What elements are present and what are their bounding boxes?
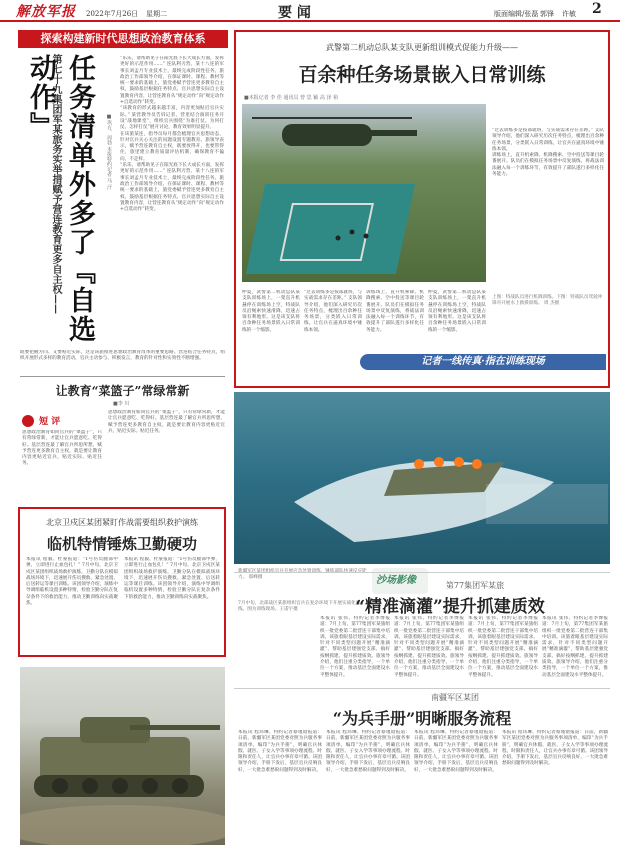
helicopter-photo [242, 104, 486, 282]
story2-headline: “精准滴灌”提升抓建质效 [355, 597, 545, 617]
story3-unit: 南疆军区某团 [431, 693, 479, 702]
boxed-story-headline: 临机特情锤炼卫勤硬功 [46, 535, 197, 553]
review-stamp-label: 短 评 [39, 417, 61, 427]
main-story-kicker: 武警第二机动总队某支队更新组训模式促能力升级—— [326, 43, 518, 52]
story2-body-col4: 本报讯 张伟、特约记者李博报道：7月上旬，第77集团军某旅组织一批党委第二批营连干部集中培训。该旅着眼基层建设实际需求，针对不同类型问题开展“精准滴灌”，帮助基层建强党支部、搞好按纲抓建、提升抓建质效。旅领导介绍，他们注重分类指导，一个单位一个方案，推动基层全面建设水平整体提升。 [542, 616, 608, 678]
masthead [0, 0, 620, 22]
star-icon [22, 415, 34, 427]
boat-illustration [234, 392, 610, 564]
section-title: 要 闻 [278, 5, 311, 21]
main-story-body-col3: 训练场上，直升机索降、机降搜索、空中投送等课目轮番展开。队员们在模拟任务场景中反复演练，将战法训法融入每一个训练环节，有效提升了部队遂行多样化任务能力。 [366, 290, 424, 333]
photo-label-title: 沙场影像 [376, 575, 416, 586]
reporter-tag: 记者一线传真·指在训练现场 [360, 354, 606, 370]
editor-label: 版面编辑/张磊 [494, 10, 539, 18]
review-title: 让教育“菜篮子”常绿常新 [55, 384, 190, 398]
main-story-caption: 上图：特战队员进行机降训练。下图：特战队员驾驶冲锋舟开展水上救援训练。 周 杰摄 [492, 295, 603, 306]
story2-body-col2: 本报讯 张伟、特约记者李博报道：7月上旬，第77集团军某旅组织一批党委第二批营连干部集中培训。该旅着眼基层建设实际需求，针对不同类型问题开展“精准滴灌”，帮助基层建强党支部、搞好按纲抓建、提升抓建质效。旅领导介绍，他们注重分类指导，一个单位一个方案，推动基层全面建设水平整体提升。 [394, 616, 464, 678]
story3-body-col3: 本报讯 程玮琳、特约记者蔡瑾锴报道：日前，新疆军区某团党委对照为兵服务事项清单，编印“为兵手册”，明确官兵休假、就医、子女入学等事项办理流程、时限和责任人，让官兵办事有章可循。该团领导介绍，手册下发后，基层官兵反响良好，一大批急难愁盼问题得到及时解决。 [414, 730, 498, 773]
boxed-story-body-col1: 本报讯 程毅、杜豪报道：“1号伤员腿部中弹，立即进行止血包扎！” 7月中旬，北京卫戍区某团组织战场救护演练，卫勤分队在模拟战场环境下，迅速展开伤员搜救、紧急处置、后送转运等课目训练。该团领导介绍，演练中导调组临机设置多种特情，检验卫勤分队在复杂条件下的救治能力，推动卫勤训练向实战聚焦。 [26, 557, 118, 607]
left-story-body [120, 56, 224, 346]
story2-unit: 第77集团军某旅 [445, 581, 505, 590]
left-story-author: ■巩方、周勃 本报特约记者 马 汗 [106, 114, 112, 190]
main-story-body-col4: 仲夏，武警第二机动总队某支队训练场上，一架直升机悬停在训练场上空，特战队员沿绳索快速滑降，迅速占领有利地形。这是该支队将百余种任务场景嵌入日常训练的一个缩影。 [428, 290, 486, 333]
review-body-col2: 思想政治教育如同官兵的“菜篮子”，只有常绿常新，才能让官兵愿意吃、吃得好。基层营连最了解官兵所思所想，赋予营连更多教育自主权，就是要让教育内容更贴近官兵、贴近实际、贴近任务。 [108, 410, 225, 434]
review-body-col1: 思想政治教育如同官兵的“菜篮子”，只有常绿常新，才能让官兵愿意吃、吃得好。基层营连最了解官兵所思所想，赋予营连更多教育自主权，就是要让教育内容更贴近官兵、贴近实际、贴近任务。 [22, 430, 102, 467]
tank-photo [20, 667, 225, 845]
main-story-body-col-right [492, 128, 604, 290]
paragraph: 训练场上，直升机索降、机降搜索、空中投送等课目轮番展开。队员们在模拟任务场景中反复演练，将战法训法融入每一个训练环节，有效提升了部队遂行多样化任务能力。 [492, 153, 604, 178]
weekday: 星期二 [146, 10, 167, 18]
divider [234, 688, 610, 689]
boxed-story-kicker: 北京卫戍区某团紧盯作战需要组织救护演练 [46, 518, 198, 527]
story3-body-col4: 本报讯 程玮琳、特约记者蔡瑾锴报道：日前，新疆军区某团党委对照为兵服务事项清单，编印“为兵手册”，明确官兵休假、就医、子女入学等事项办理流程、时限和责任人，让官兵办事有章可循。该团领导介绍，手册下发后，基层官兵反响良好，一大批急难愁盼问题得到及时解决。 [502, 730, 608, 767]
helipad-illustration [242, 104, 486, 282]
editor-name-2: 郭锋 [540, 10, 554, 18]
main-story-body-col2: “过去训练多是按部就班，与实战需求存在差距。” 支队领导介绍，他们深入研究历次任务特点，梳理出百余种任务场景，分类嵌入日常训练，让官兵在逼真环境中锤炼本领。 [304, 290, 362, 333]
boat-caption: 力。 邵峰摄 [238, 575, 263, 580]
story3-body-col2: 本报讯 程玮琳、特约记者蔡瑾锴报道：日前，新疆军区某团党委对照为兵服务事项清单，编印“为兵手册”，明确官兵休假、就医、子女入学等事项办理流程、时限和责任人，让官兵办事有章可循。该团领导介绍，手册下发后，基层官兵反响良好，一大批急难愁盼问题得到及时解决。 [326, 730, 410, 773]
story2-body-col3: 本报讯 张伟、特约记者李博报道：7月上旬，第77集团军某旅组织一批党委第二批营连干部集中培训。该旅着眼基层建设实际需求，针对不同类型问题开展“精准滴灌”，帮助基层建强党支部、搞好按纲抓建、提升抓建质效。旅领导介绍，他们注重分类指导，一个单位一个方案，推动基层全面建设水平整体提升。 [468, 616, 538, 678]
left-story-headline: 任务清单外多了『自选动作』 [25, 54, 95, 344]
editor-name-3: 许敏 [562, 10, 576, 18]
left-story-deck: 第七十九集团军某旅务实举措赋予营连教育更多自主权—— [50, 54, 61, 314]
boxed-story [18, 507, 226, 657]
story3-body-col1: 本报讯 程玮琳、特约记者蔡瑾锴报道：日前，新疆军区某团党委对照为兵服务事项清单，编印“为兵手册”，明确官兵休假、就医、子女入学等事项办理流程、时限和责任人，让官兵办事有章可循。该团领导介绍，手册下发后，基层官兵反响良好，一大批急难愁盼问题得到及时解决。 [238, 730, 322, 773]
main-story-byline: ■本报记者 李 佳 通讯员 曾 思 颖 高 泽 裕 [244, 95, 339, 101]
newspaper-logo: 解放军报 [16, 4, 76, 20]
main-story-headline: 百余种任务场景嵌入日常训练 [298, 64, 546, 86]
boat-photo [234, 392, 610, 564]
divider [234, 572, 610, 573]
main-story [234, 30, 610, 388]
paragraph: “过去训练多是按部就班，与实战需求存在差距。” 支队领导介绍，他们深入研究历次任务特点，梳理出百余种任务场景，分类嵌入日常训练，让官兵在逼真环境中锤炼本领。 [492, 128, 604, 152]
column-banner: 探索构建新时代思想政治教育体系 [18, 30, 228, 48]
story3-headline: “为兵手册”明晰服务流程 [332, 709, 512, 728]
issue-date: 2022年7月26日 [86, 10, 139, 18]
paragraph: “乐乐，请帮助见子在阳光底下长大成长方面，发挥更好的示范作用……” 连队利刃营、某十八连的军事长刘孟月专业技术士，最终完成阶段性任务。旅政治工作部领导介绍，在保证课时、课程、教材等统一要求的基础上，旅党委赋予营连更多教育自主权，鼓励基层根据任务特点、官兵思想实际自主设置教育内容，让营连教育从“规定动作”向“规定动作+自选动作”转变。 [120, 163, 224, 213]
page-number: 2 [592, 1, 602, 17]
review-stamp [22, 410, 84, 427]
photo-label-caption: 7月中旬，北部战区某旅组织官兵在复杂环境下开展实战化训练。图为训练现场。王诺宇摄 [238, 601, 361, 612]
review-author: ■李 川 [113, 401, 130, 407]
main-story-body-col1: 仲夏，武警第二机动总队某支队训练场上，一架直升机悬停在训练场上空，特战队员沿绳索快速滑降，迅速占领有利地形。这是该支队将百余种任务场景嵌入日常训练的一个缩影。 [242, 290, 300, 333]
paragraph: 在该旅某连，指导员每月都会梳理官兵思想动态，针对官兵关心关注的问题设置专题教育。旅领导表示，赋予营连教育自主权，既要放得开，也要管得住，旅里建立教育质量评估机制，确保教育不偏向、不走样。 [120, 131, 224, 162]
paragraph: “乐乐，请帮助见子在阳光底下长大成长方面，发挥更好的示范作用……” 连队利刃营、某十八连的军事长刘孟月专业技术士，最终完成阶段性任务。旅政治工作部领导介绍，在保证课时、课程、教材等统一要求的基础上，旅党委赋予营连更多教育自主权，鼓励基层根据任务特点、官兵思想实际自主设置教育内容，让营连教育从“规定动作”向“规定动作+自选动作”转变。 [120, 56, 224, 106]
boxed-story-body-col2: 本报讯 程毅、杜豪报道：“1号伤员腿部中弹，立即进行止血包扎！” 7月中旬，北京卫戍区某团组织战场救护演练，卫勤分队在模拟战场环境下，迅速展开伤员搜救、紧急处置、后送转运等课目训练。该团领导介绍，演练中导调组临机设置多种特情，检验卫勤分队在复杂条件下的救治能力，推动卫勤训练向实战聚焦。 [124, 557, 220, 600]
story2-body-col1: 本报讯 张伟、特约记者李博报道：7月上旬，第77集团军某旅组织一批党委第二批营连干部集中培训。该旅着眼基层建设实际需求，针对不同类型问题开展“精准滴灌”，帮助基层建强党支部、搞好按纲抓建、提升抓建质效。旅领导介绍，他们注重分类指导，一个单位一个方案，推动基层全面建设水平整体提升。 [320, 616, 390, 678]
paragraph: “该教育的形式越来越丰富，内容更加贴近官兵实际。” 某营教导员告诉记者，营里结合演训任务开设“战地课堂”，组织官兵围绕“为谁打仗、为何打仗、怎样打仗”展开讨论，教育效果明显提升。 [120, 106, 224, 131]
divider [20, 376, 225, 377]
tank-illustration [20, 667, 225, 845]
left-story-bottom-text: 既要把握方向、又要贴近实际，这是该旅推进思想政治教育改革的重要思路。营连结合任务特点，组织开展形式多样的教育活动，官兵主动参与、积极发言，教育的针对性和实效性不断增强。 [20, 350, 225, 362]
